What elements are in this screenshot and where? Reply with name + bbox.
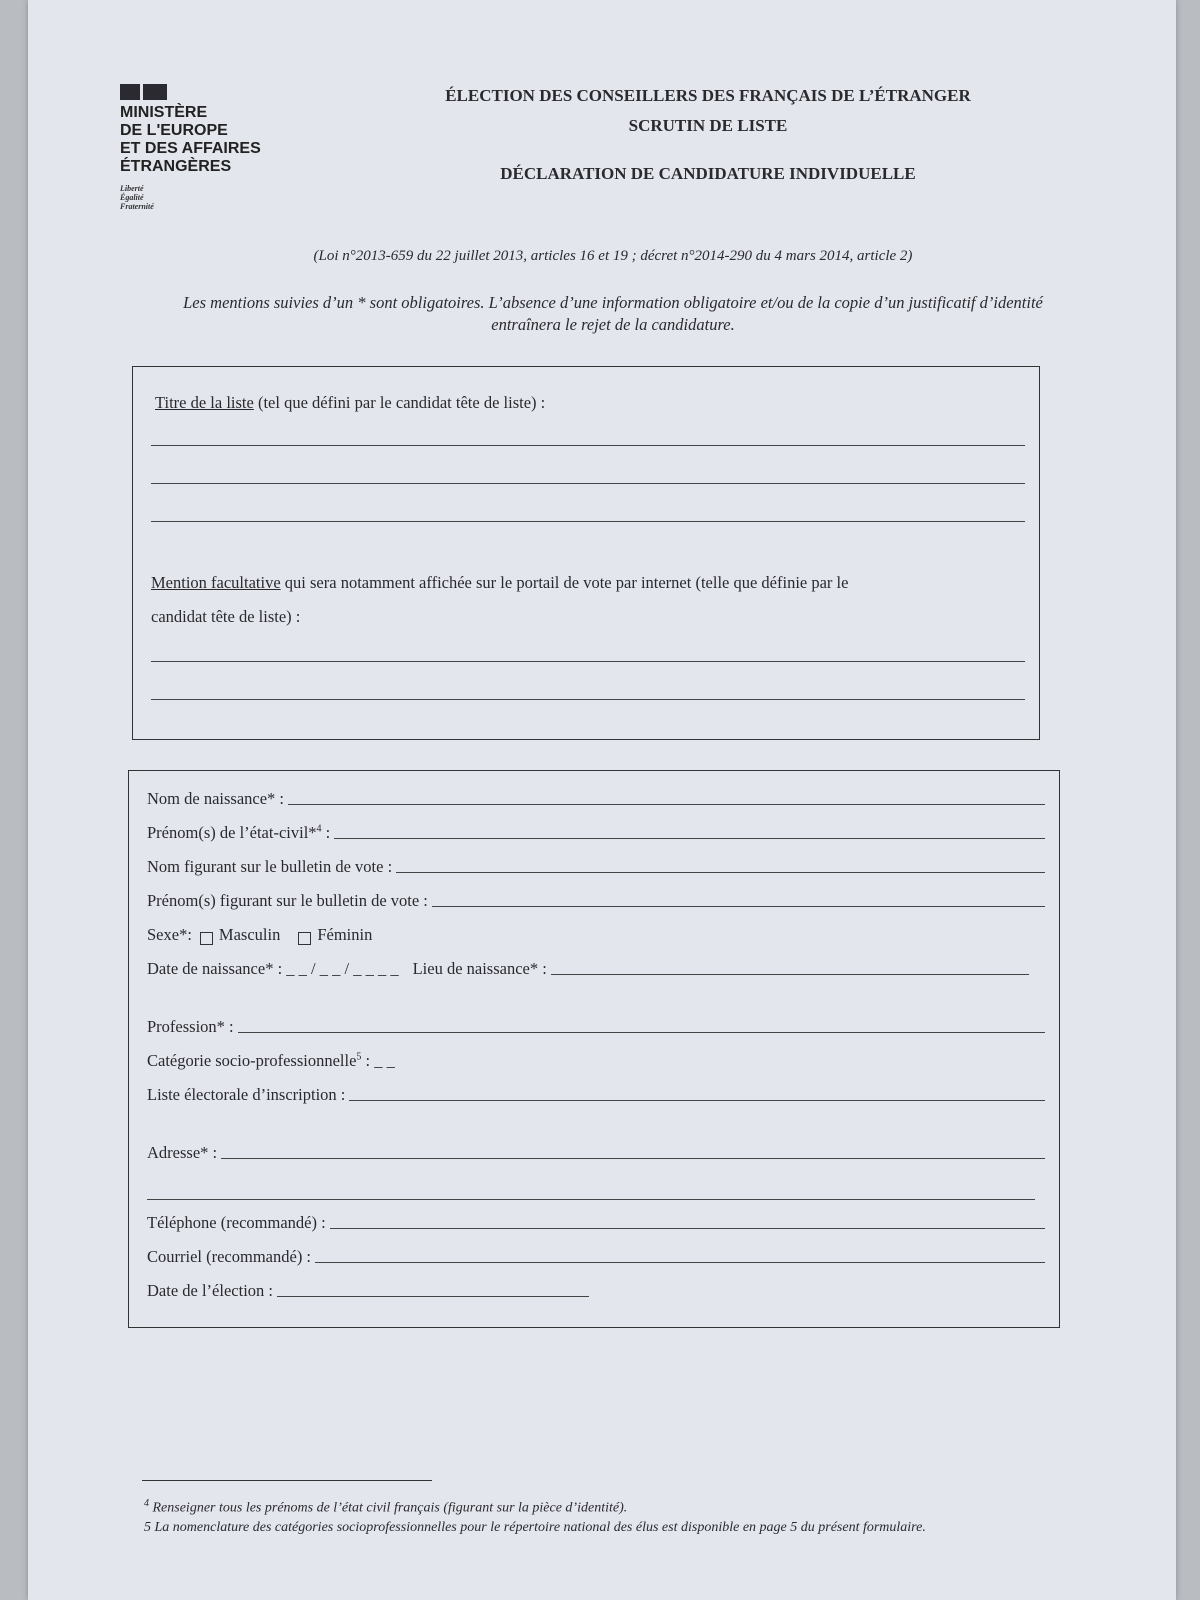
address-field-1[interactable] — [221, 1158, 1045, 1159]
ballot-first-names-field[interactable] — [432, 906, 1045, 907]
sex-row — [147, 923, 1045, 945]
candidate-details-section — [128, 770, 1060, 1328]
ministry-logo — [120, 84, 280, 211]
footnote-5: 5 La nomenclature des catégories socioprofessionnelles pour le répertoire national des élus est disponible en page 5 du présent formulaire. — [144, 1520, 926, 1535]
phone-label: Téléphone (recommandé) : — [147, 1213, 326, 1232]
email-label: Courriel (recommandé) : — [147, 1247, 312, 1266]
email-field[interactable] — [315, 1262, 1045, 1263]
email-row — [147, 1245, 1045, 1267]
profession-row — [147, 1015, 1045, 1037]
electoral-list-row — [147, 1083, 1045, 1105]
female-checkbox[interactable] — [298, 932, 311, 945]
sex-label: Sexe*: — [147, 925, 192, 944]
ballot-name-label: Nom figurant sur le bulletin de vote : — [147, 857, 393, 876]
ballot-name-field[interactable] — [396, 872, 1045, 873]
list-title-underlined: Titre de la liste — [155, 393, 254, 412]
optional-mention-underlined: Mention facultative — [151, 573, 281, 592]
electoral-list-label: Liste électorale d’inscription : — [147, 1085, 346, 1104]
optional-mention-label — [151, 573, 848, 593]
election-date-label: Date de l’élection : — [147, 1281, 273, 1300]
civil-first-names-label: Prénom(s) de l’état-civil*$^4$ : — [147, 823, 331, 842]
ballot-name-row — [147, 855, 1045, 877]
list-title-line-3[interactable] — [151, 521, 1025, 522]
form-page — [28, 0, 1176, 1600]
list-title-line-2[interactable] — [151, 483, 1025, 484]
birth-place-label: Lieu de naissance* : — [412, 959, 547, 978]
list-title-line-1[interactable] — [151, 445, 1025, 446]
optional-mention-description-2: candidat tête de liste) : — [151, 607, 301, 626]
birth-name-row — [147, 787, 1045, 809]
birth-name-label: Nom de naissance* : — [147, 789, 285, 808]
optional-mention-description: qui sera notamment affichée sur le portail de vote par internet (telle que définie par le — [280, 573, 849, 592]
address-field-2[interactable] — [147, 1199, 1035, 1200]
female-label: Féminin — [317, 925, 373, 944]
electoral-list-field[interactable] — [349, 1100, 1045, 1101]
mandatory-notice: Les mentions suivies d’un * sont obligatoires. L’absence d’une information obligatoire et/ou de la copie d’un justificatif d’identité entraînera le rejet de la candidature. — [183, 293, 1043, 334]
list-title-label — [155, 393, 545, 413]
birth-date-field[interactable]: Date de naissance* : _ _ / _ _ / _ _ _ _ — [147, 959, 399, 978]
address-label: Adresse* : — [147, 1143, 218, 1162]
footnote-divider — [142, 1480, 432, 1481]
footnote-4: $^4$ Renseigner tous les prénoms de l’état civil français (figurant sur la pièce d’identité). — [144, 1498, 628, 1516]
male-label: Masculin — [218, 925, 281, 944]
birth-place-field[interactable] — [551, 974, 1029, 975]
address-row — [147, 1141, 1045, 1163]
election-date-field[interactable] — [277, 1296, 589, 1297]
phone-field[interactable] — [330, 1228, 1045, 1229]
civil-first-names-field[interactable] — [334, 838, 1045, 839]
ministry-name: MINISTÈRE DE L'EUROPE ET DES AFFAIRES ÉTRANGÈRES — [120, 104, 261, 175]
profession-label: Profession* : — [147, 1017, 234, 1036]
ballot-first-names-row — [147, 889, 1045, 911]
ballot-first-names-label: Prénom(s) figurant sur le bulletin de vote : — [147, 891, 428, 910]
category-row — [147, 1049, 1045, 1071]
optional-mention-line-1[interactable] — [151, 661, 1025, 662]
list-title-section — [132, 366, 1040, 740]
ballot-type: SCRUTIN DE LISTE — [628, 116, 788, 135]
election-title: ÉLECTION DES CONSEILLERS DES FRANÇAIS DE L’ÉTRANGER — [445, 86, 971, 105]
marianne-logo-icon — [120, 84, 280, 100]
birth-row — [147, 957, 1045, 979]
election-date-row — [147, 1279, 1045, 1301]
civil-first-names-row — [147, 821, 1045, 843]
legal-reference: (Loi n°2013-659 du 22 juillet 2013, articles 16 et 19 ; décret n°2014-290 du 4 mars 2014, article 2) — [313, 248, 913, 264]
declaration-title: DÉCLARATION DE CANDIDATURE INDIVIDUELLE — [500, 164, 916, 183]
list-title-description: (tel que défini par le candidat tête de liste) : — [253, 393, 546, 412]
phone-row — [147, 1211, 1045, 1233]
category-field[interactable]: Catégorie socio-professionnelle$^5$ : _ _ — [147, 1051, 395, 1070]
profession-field[interactable] — [238, 1032, 1045, 1033]
male-checkbox[interactable] — [200, 932, 213, 945]
republic-motto: Liberté Égalité Fraternité — [120, 184, 154, 211]
birth-name-field[interactable] — [288, 804, 1045, 805]
optional-mention-line-2[interactable] — [151, 699, 1025, 700]
